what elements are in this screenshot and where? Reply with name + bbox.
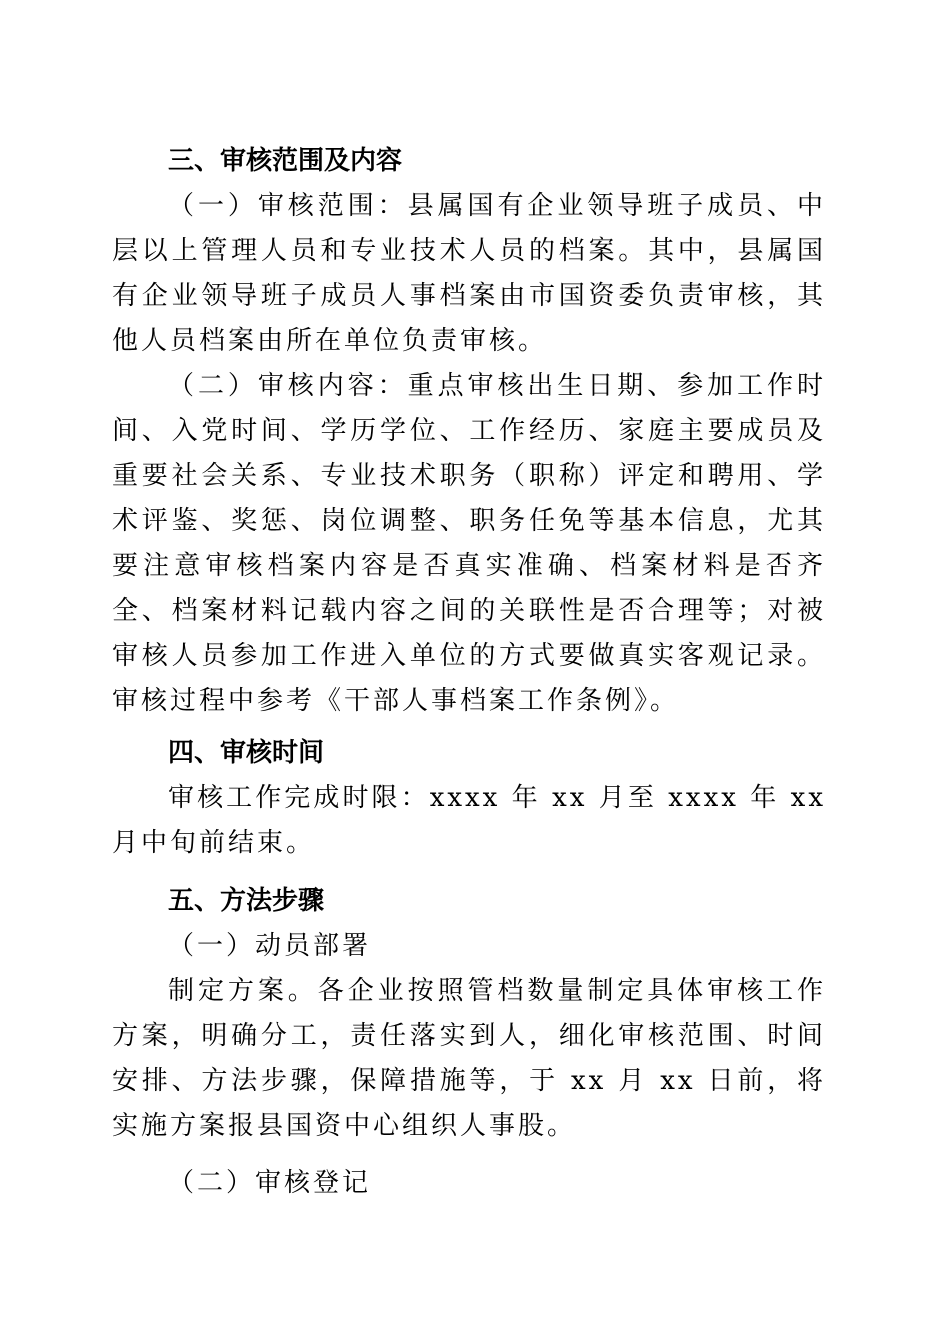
section-4-heading: 四、审核时间 — [168, 738, 325, 768]
review-content-paragraph: （二）审核内容：重点审核出生日期、参加工作时间、入党时间、学历学位、工作经历、家庭主要成员及重要社会关系、专业技术职务（职称）评定和聘用、学术评鉴、奖惩、岗位调整、职务任免等基本信息，尤其要注意审核档案内容是否真实准确、档案材料是否齐全、档案材料记载内容之间的关联性是否合理等；对被审核人员参加工作进入单位的方式要做真实客观记录。审核过程中参考《干部人事档案工作条例》。 — [112, 371, 826, 716]
mobilization-paragraph: 制定方案。各企业按照管档数量制定具体审核工作方案，明确分工，责任落实到人，细化审核范围、时间安排、方法步骤，保障措施等，于 xx 月 xx 日前，将实施方案报县国资中心组织人事股。 — [112, 976, 826, 1141]
document-body — [112, 138, 826, 1206]
section-3-heading: 三、审核范围及内容 — [168, 146, 403, 176]
section-5-heading: 五、方法步骤 — [168, 886, 325, 916]
subsection-mobilization-heading: （一）动员部署 — [168, 931, 372, 961]
review-time-paragraph: 审核工作完成时限：xxxx 年 xx 月至 xxxx 年 xx 月中旬前结束。 — [112, 783, 826, 858]
review-scope-paragraph: （一）审核范围：县属国有企业领导班子成员、中层以上管理人员和专业技术人员的档案。其中，县属国有企业领导班子成员人事档案由市国资委负责审核，其他人员档案由所在单位负责审核。 — [112, 191, 826, 356]
subsection-registration-heading: （二）审核登记 — [168, 1168, 372, 1198]
